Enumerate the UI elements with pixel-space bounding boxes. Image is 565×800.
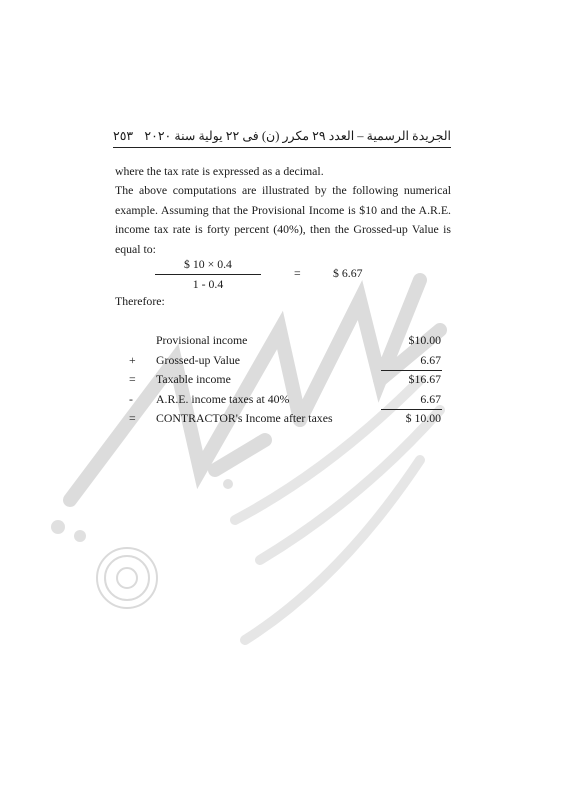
row-label: Provisional income — [156, 333, 248, 347]
table-row — [115, 372, 455, 392]
page-number: ٢٥٣ — [113, 129, 134, 143]
row-amount: $16.67 — [408, 372, 441, 386]
formula-result: $ 6.67 — [333, 266, 363, 280]
row-label: Taxable income — [156, 372, 231, 386]
paragraph-intro: where the tax rate is expressed as a decimal. — [115, 164, 324, 178]
row-operator: + — [129, 352, 136, 367]
equals-sign: = — [294, 266, 301, 280]
sum-underline — [381, 370, 442, 371]
row-amount: 6.67 — [420, 391, 441, 406]
row-label: Grossed-up Value — [156, 352, 240, 367]
table-row — [115, 353, 455, 373]
row-operator: - — [129, 391, 133, 406]
page-header — [113, 127, 451, 148]
fraction-numerator: $ 10 × 0.4 — [184, 257, 232, 271]
therefore-label: Therefore: — [115, 294, 165, 308]
sum-underline — [381, 409, 442, 410]
table-row — [115, 333, 455, 353]
paragraph-example: The above computations are illustrated by the following numerical example. Assuming that the Provisional Income is $10 and the A.R.E. income tax rate is forty percent (40%), then the Grossed-up Value is equal to: — [115, 183, 451, 256]
seal-icon — [97, 548, 157, 608]
header-title: الجريدة الرسمية – العدد ٢٩ مكرر (ن) فى ٢٢ يولية سنة ٢٠٢٠ — [144, 129, 451, 143]
fraction-denominator: 1 - 0.4 — [192, 277, 224, 291]
row-operator: = — [129, 411, 136, 425]
fraction-bar — [155, 274, 261, 275]
computation-table — [115, 333, 455, 431]
row-label: A.R.E. income taxes at 40% — [156, 391, 290, 406]
row-amount: $ 10.00 — [405, 411, 441, 425]
table-row — [115, 411, 455, 431]
table-row — [115, 392, 455, 412]
row-amount: 6.67 — [420, 352, 441, 367]
row-amount: $10.00 — [408, 333, 441, 347]
row-label: CONTRACTOR's Income after taxes — [156, 411, 333, 425]
row-operator: = — [129, 372, 136, 386]
